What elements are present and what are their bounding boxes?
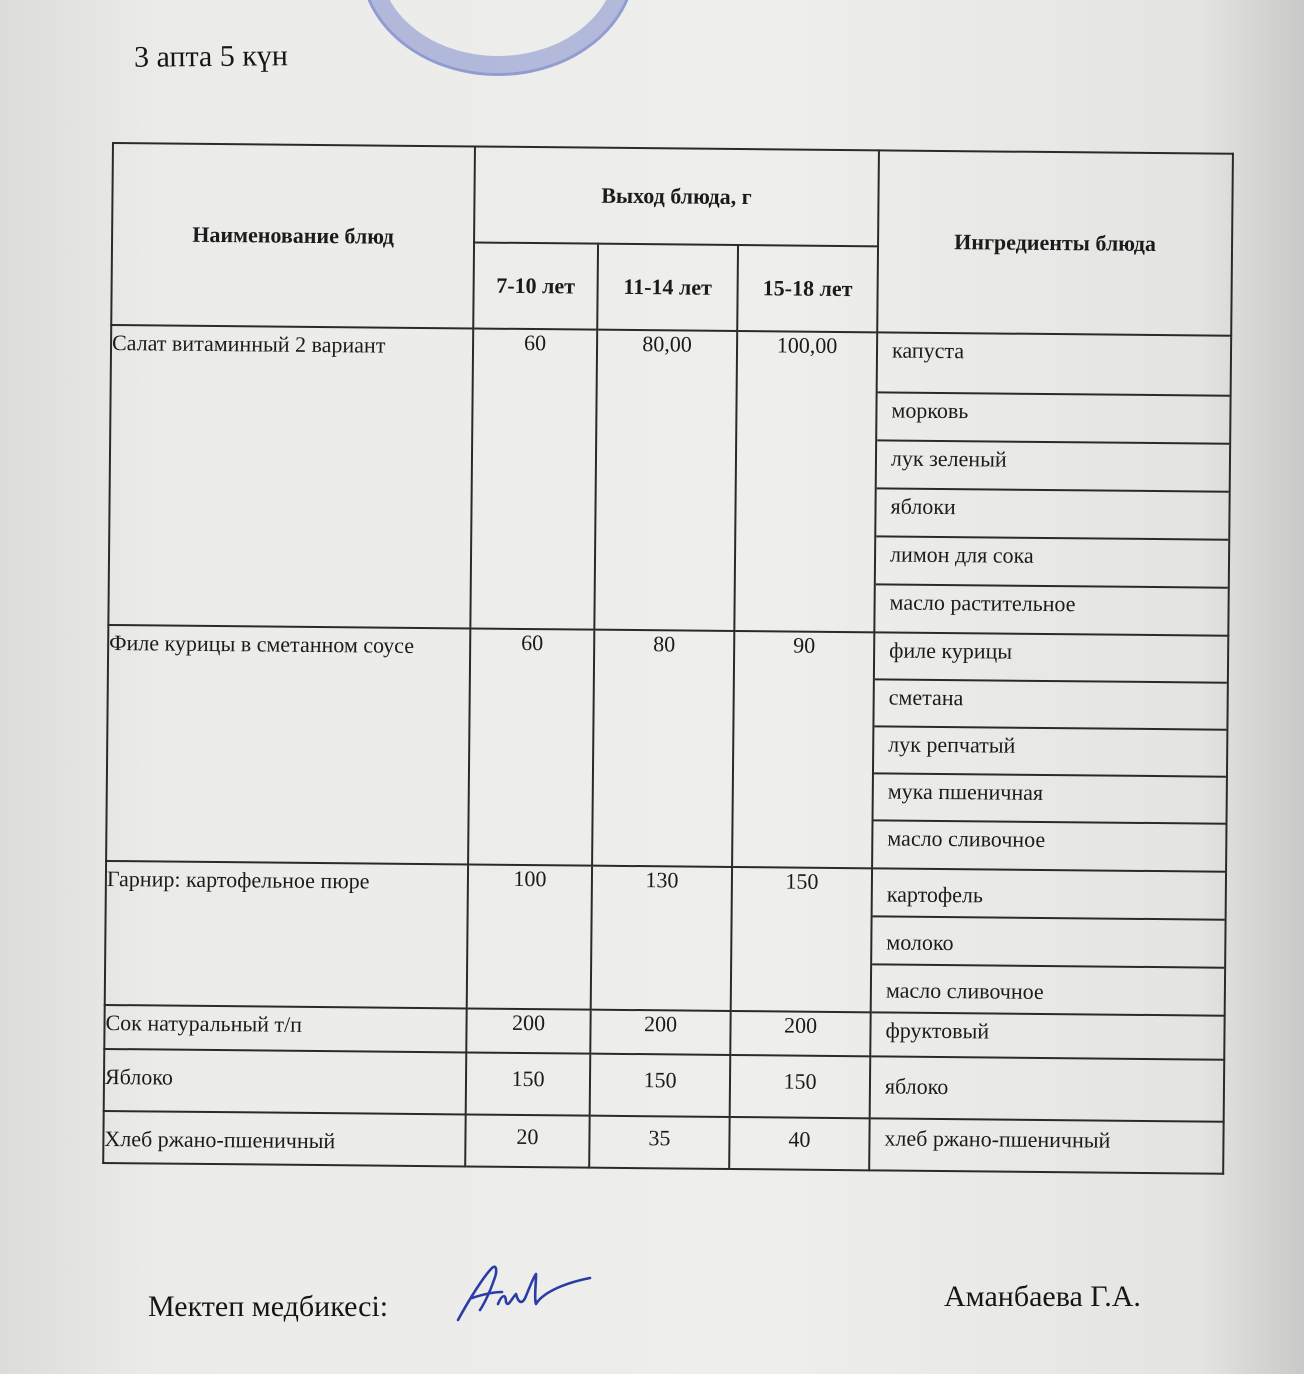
dish-name: Филе курицы в сметанном соусе xyxy=(106,625,470,864)
ingredient-item: яблоко xyxy=(884,1073,949,1100)
header-yield: Выход блюда, г xyxy=(474,146,879,246)
ingredient-item: филе курицы xyxy=(875,633,1227,683)
yield-11-14: 35 xyxy=(589,1116,729,1169)
signature-image xyxy=(450,1258,600,1328)
dish-name: Хлеб ржано-пшеничный xyxy=(103,1111,465,1166)
medic-label: Мектеп медбикесі: xyxy=(148,1290,389,1323)
yield-11-14: 130 xyxy=(591,866,732,1011)
header-dish-name: Наименование блюд xyxy=(111,143,475,328)
yield-7-10: 60 xyxy=(468,628,594,865)
yield-15-18: 40 xyxy=(729,1117,869,1170)
yield-15-18: 90 xyxy=(732,631,874,868)
ingredient-item: мука пшеничная xyxy=(874,774,1226,824)
ingredient-item: лимон для сока xyxy=(876,537,1228,588)
ingredients-cell xyxy=(870,1012,1224,1059)
header-age-7-10: 7-10 лет xyxy=(473,242,598,329)
yield-7-10: 60 xyxy=(470,328,597,629)
ingredients-cell xyxy=(871,868,1226,1015)
yield-7-10: 20 xyxy=(465,1114,589,1167)
ingredient-item: хлеб ржано-пшеничный xyxy=(884,1125,1111,1153)
ingredient-item: масло сливочное xyxy=(887,825,1046,852)
ingredient-item: капуста xyxy=(878,333,1231,396)
ingredient-item: лук репчатый xyxy=(874,727,1226,777)
table-row xyxy=(106,625,1228,872)
ingredients-cell xyxy=(870,1056,1225,1121)
yield-7-10: 200 xyxy=(466,1008,590,1053)
ingredient-item: масло растительное xyxy=(889,589,1076,617)
ingredient-item: картофель xyxy=(873,869,1225,920)
header-age-11-14: 11-14 лет xyxy=(597,244,738,331)
ingredient-item: яблоки xyxy=(876,489,1228,540)
ingredients-cell xyxy=(872,632,1228,871)
ingredients-cell xyxy=(874,332,1231,635)
table-row xyxy=(108,325,1231,636)
table-row xyxy=(103,1111,1223,1174)
ingredient-item: молоко xyxy=(872,917,1224,968)
yield-11-14: 80,00 xyxy=(594,330,737,631)
menu-table-wrapper xyxy=(102,142,1232,1175)
yield-11-14: 200 xyxy=(590,1010,730,1055)
dish-name: Салат витаминный 2 вариант xyxy=(108,325,473,628)
yield-15-18: 150 xyxy=(731,867,872,1012)
ingredient-item: масло сливочное xyxy=(885,977,1044,1004)
dish-name: Яблоко xyxy=(104,1049,467,1114)
ingredient-item: фруктовый xyxy=(885,1017,990,1044)
yield-11-14: 80 xyxy=(592,630,734,867)
table-row xyxy=(104,1049,1225,1122)
yield-7-10: 150 xyxy=(466,1052,591,1115)
medic-name: Аманбаева Г.А. xyxy=(944,1280,1141,1313)
header-ingredients: Ингредиенты блюда xyxy=(877,150,1233,335)
yield-15-18: 100,00 xyxy=(734,331,877,632)
ingredients-cell xyxy=(869,1118,1223,1173)
table-row xyxy=(105,861,1226,1016)
ingredient-item: морковь xyxy=(877,393,1229,444)
yield-11-14: 150 xyxy=(590,1054,731,1117)
dish-name: Сок натуральный т/п xyxy=(104,1005,466,1052)
menu-table xyxy=(102,142,1234,1175)
yield-15-18: 150 xyxy=(730,1055,871,1118)
ingredient-item: лук зеленый xyxy=(877,441,1229,492)
header-age-15-18: 15-18 лет xyxy=(737,245,878,332)
yield-15-18: 200 xyxy=(730,1011,870,1056)
page-title: 3 апта 5 күн xyxy=(133,39,289,74)
dish-name: Гарнир: картофельное пюре xyxy=(105,861,468,1008)
yield-7-10: 100 xyxy=(467,864,592,1009)
ingredient-item: сметана xyxy=(874,680,1226,730)
